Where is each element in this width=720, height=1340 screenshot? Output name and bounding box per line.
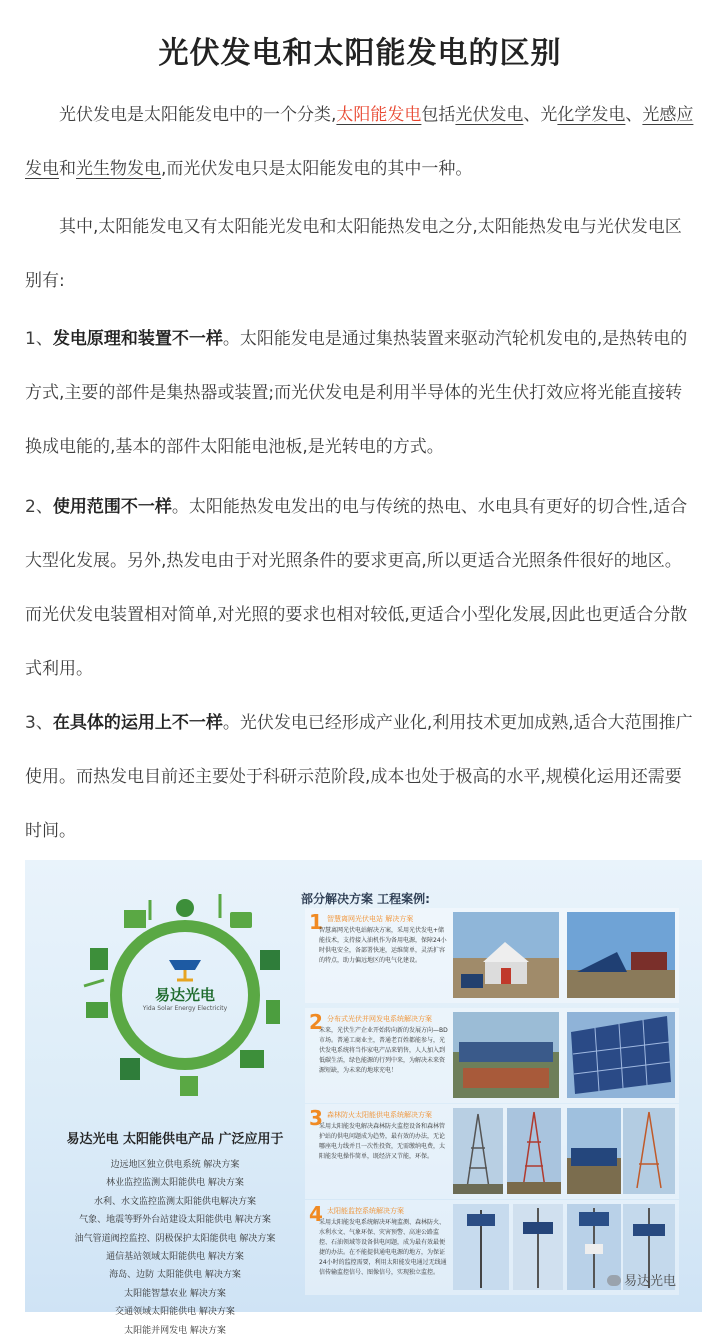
solution-item: 太阳能并网发电 解决方案 (124, 1325, 226, 1336)
point-2 (25, 480, 695, 696)
point-2-body: 。太阳能热发电发出的电与传统的热电、水电具有更好的切合性,适合大型化发展。另外,热发电由于对光照条件的要求更高,所以更适合光照条件很好的地区。而光伏发电装置相对简单,对光照的要求也相对较低,更适合小型化发展,因此也更适合分散式利用。 (25, 497, 688, 679)
second-paragraph (25, 200, 695, 308)
point-3-heading: 在具体的运用上不一样 (52, 713, 223, 733)
point-2-number: 2、 (25, 497, 53, 517)
logo-center (138, 950, 232, 1030)
point-2-heading: 使用范围不一样 (52, 497, 172, 517)
pole-2-photo-icon (513, 1204, 563, 1290)
logo-subtitle: Yida Solar Energy Electricity (142, 1005, 228, 1012)
case-number: 1 (309, 910, 323, 934)
case-description: 未来，光伏生产企业开始转向新的发展方向—BD市场。普通工商业主，普通老百姓都能参与，光伏发电系统将当作家电产品来销售，人人加入到低碳生活，绿色能源的行列中来，为解决未来资源短缺，为未来的地球充电！ (319, 1027, 448, 1074)
solution-item: 交通领域太阳能供电 解决方案 (115, 1307, 235, 1318)
case-description: 智慧离网光伏电站解决方案，采用光伏发电+储能技术，支持接入油机作为备用电源，保障24小时供电安全，备部署快速，运维简单，灵活扩容的特点，助力偏远地区的电气化建设。 (319, 927, 447, 964)
case-number: 2 (309, 1010, 323, 1034)
case-heading: 森林防火太阳能供电系统解决方案 (327, 1111, 432, 1119)
solution-item: 海岛、边防 太阳能供电 解决方案 (109, 1270, 241, 1281)
wechat-icon (607, 1275, 621, 1286)
link-pv-power[interactable]: 光伏发电 (455, 105, 524, 125)
case-heading: 太阳能监控系统解决方案 (327, 1207, 404, 1215)
solution-item: 油气管道阀控监控、阴极保护太阳能供电 解决方案 (74, 1233, 276, 1244)
solution-item: 水利、水文监控监测太阳能供电解决方案 (93, 1196, 256, 1207)
case-number: 3 (309, 1106, 323, 1130)
solution-item: 林业监控监测太阳能供电 解决方案 (106, 1178, 244, 1189)
second-paragraph-text: 其中,太阳能发电又有太阳能光发电和太阳能热发电之分,太阳能热发电与光伏发电区别有: (25, 217, 682, 291)
solar-panel-icon (165, 956, 205, 982)
intro-text-6: ,而光伏发电只是太阳能发电的其中一种。 (161, 159, 473, 179)
case-card (305, 1104, 679, 1199)
cases-title: 部分解决方案 工程案例: (301, 892, 430, 906)
solution-item: 气象、地震等野外台站建设太阳能供电 解决方案 (79, 1215, 271, 1226)
link-solar-power[interactable]: 太阳能发电 (336, 105, 422, 125)
point-3 (25, 696, 695, 858)
monitor-pole-photo-icon (453, 1204, 509, 1290)
tower-photo-icon (453, 1108, 503, 1194)
field-panels-photo-icon (567, 1108, 621, 1194)
yurt-photo-icon (453, 912, 559, 998)
intro-text-5: 和 (59, 159, 76, 179)
watermark-text: 易达光电 (624, 1274, 677, 1289)
case-description: 采用太阳能发电解决森林防火监控设备和森林管护站的供电问题成为趋势，最有效的办法，无论哪座电力线并且一次性投资，无需缴纳电费，太阳能发电操作简单，既经济又节能，环保。 (319, 1123, 446, 1160)
solar-array-photo-icon (567, 912, 675, 998)
case-heading: 分布式光伏并网发电系统解决方案 (327, 1015, 432, 1023)
logo-name: 易达光电 (154, 986, 215, 1004)
point-1 (25, 312, 695, 474)
link-chemical-power[interactable]: 化学发电 (557, 105, 626, 125)
point-1-number: 1、 (25, 329, 53, 349)
point-3-body: 。光伏发电已经形成产业化,利用技术更加成熟,适合大范围推广使用。而热发电目前还主要处于科研示范阶段,成本也处于极高的水平,规模化运用还需要时间。 (25, 713, 693, 841)
solution-list (25, 1156, 325, 1340)
case-card (305, 1008, 679, 1103)
watermark (607, 1270, 676, 1289)
point-1-heading: 发电原理和装置不一样 (52, 329, 223, 349)
case-card (305, 908, 679, 1003)
panel-wall-photo-icon (567, 1012, 675, 1098)
point-1-body: 。太阳能发电是通过集热装置来驱动汽轮机发电的,是热转电的方式,主要的部件是集热器或装置;而光伏发电是利用半导体的光生伏打效应将光能直接转换成电能的,基本的部件太阳能电池板,是光转电的方式。 (25, 329, 688, 457)
intro-text-3: 、光 (523, 105, 558, 125)
case-number: 4 (309, 1202, 323, 1226)
intro-text-2: 包括 (421, 105, 456, 125)
intro-paragraph (25, 88, 695, 196)
case-heading: 智慧离网光伏电站 解决方案 (327, 915, 414, 923)
page-title: 光伏发电和太阳能发电的区别 (158, 36, 562, 71)
logo-graphic (80, 890, 290, 1100)
banner-slogan: 易达光电 太阳能供电产品 广泛应用于 (66, 1132, 284, 1147)
tower-2-photo-icon (507, 1108, 561, 1194)
intro-text-1: 光伏发电是太阳能发电中的一个分类, (59, 105, 337, 125)
solution-item: 边远地区独立供电系统 解决方案 (110, 1160, 240, 1170)
link-bio-power[interactable]: 光生物发电 (76, 159, 161, 179)
solution-item: 通信基站领域太阳能供电 解决方案 (106, 1251, 244, 1262)
promo-banner-image (25, 860, 702, 1336)
solution-item: 太阳能智慧农业 解决方案 (124, 1288, 226, 1299)
rooftop-photo-icon (453, 1012, 559, 1098)
point-3-number: 3、 (25, 713, 53, 733)
case-description: 采用太阳能发电系统解决环境监测、森林防火、水利水文、气象环保、灾害预警、高速公路监控、石油领域等设备供电问题，成为最有效最便捷的办法。在不能提供通电电源的地方，为保证24小时的监控需要，利用太阳能发电通过无线通信传输监控信号、图像信号，实现独立监控。 (319, 1219, 447, 1276)
link-sensing-power[interactable]: 光感应发电 (25, 105, 694, 179)
intro-text-4: 、 (625, 105, 643, 125)
tower-3-photo-icon (623, 1108, 675, 1194)
